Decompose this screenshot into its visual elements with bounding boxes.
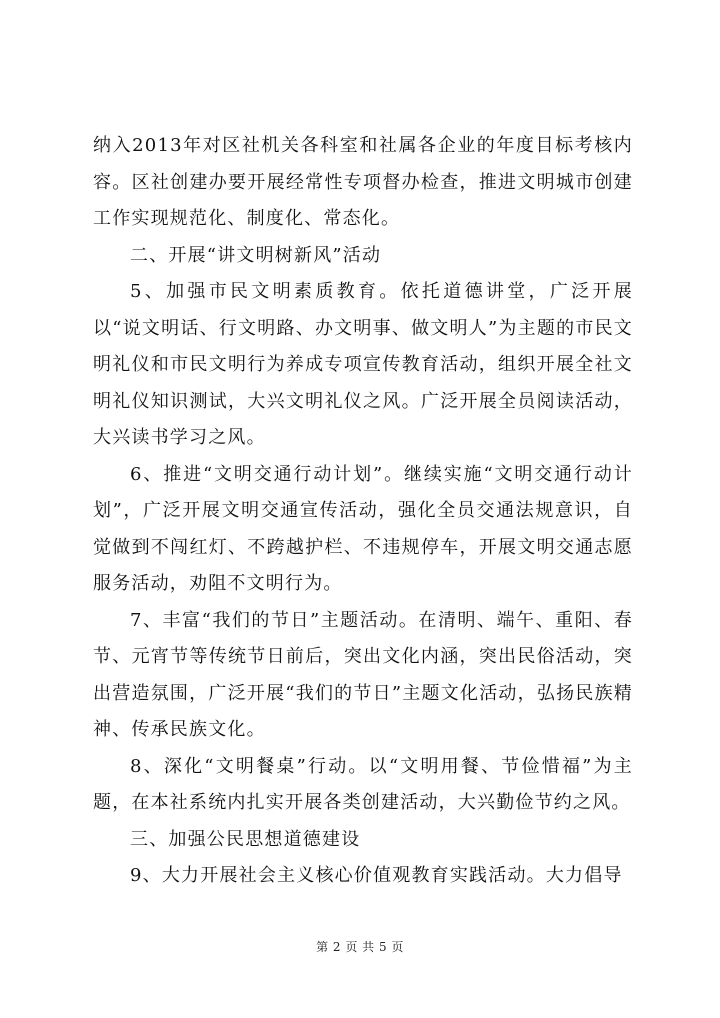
document-body	[93, 128, 633, 895]
section-heading-3: 三、加强公民思想道德建设	[130, 828, 361, 850]
page-number-footer: 第 2 页 共 5 页	[316, 940, 404, 954]
paragraph-item-5: 5、加强市民文明素质教育。依托道德讲堂，广泛开展以“说文明话、行文明路、办文明事、做文明人”为主题的市民文明礼仪和市民文明行为养成专项宣传教育活动，组织开展全社文明礼仪知识测试，大兴文明礼仪之风。广泛开展全员阅读活动，大兴读书学习之风。	[93, 281, 633, 448]
paragraph-continuation: 纳入2013年对区社机关各科室和社属各企业的年度目标考核内容。区社创建办要开展经常性专项督办检查，推进文明城市创建工作实现规范化、制度化、常态化。	[93, 135, 633, 229]
paragraph-item-9: 9、大力开展社会主义核心价值观教育实践活动。大力倡导	[130, 865, 623, 886]
paragraph-item-8: 8、深化“文明餐桌”行动。以“文明用餐、节俭惜福”为主题，在本社系统内扎实开展各类创建活动，大兴勤俭节约之风。	[93, 755, 633, 813]
paragraph-item-6: 6、推进“文明交通行动计划”。继续实施“文明交通行动计划”，广泛开展文明交通宣传活动，强化全员交通法规意识，自觉做到不闯红灯、不跨越护栏、不违规停车，开展文明交通志愿服务活动，劝阻不文明行为。	[93, 463, 633, 594]
paragraph-item-7: 7、丰富“我们的节日”主题活动。在清明、端午、重阳、春节、元宵节等传统节日前后，突出文化内涵，突出民俗活动，突出营造氛围，广泛开展“我们的节日”主题文化活动，弘扬民族精神、传承民族文化。	[93, 609, 633, 740]
section-heading-2: 二、开展“讲文明树新风”活动	[130, 244, 382, 266]
